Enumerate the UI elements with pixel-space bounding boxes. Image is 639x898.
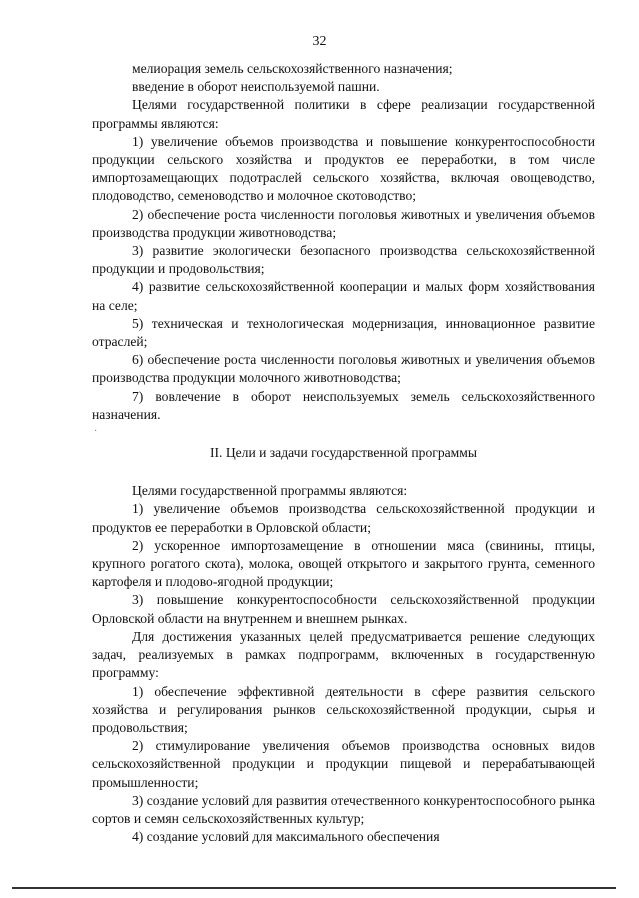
page-number: 32	[312, 34, 327, 49]
scan-artifact-dot: ·	[94, 426, 98, 437]
paragraph: 2) ускоренное импортозамещение в отношении мяса (свинины, птицы, крупного рогатого скота), молока, овощей открытого и закрытого грунта, семенного картофеля и плодово-ягодной продукции;	[92, 537, 595, 590]
paragraph: 6) обеспечение роста численности поголовья животных и увеличения объемов производства продукции молочного животноводства;	[92, 352, 595, 386]
paragraph: 1) увеличение объемов производства сельскохозяйственной продукции и продуктов ее переработки в Орловской области;	[92, 501, 595, 535]
paragraph: введение в оборот неиспользуемой пашни.	[132, 79, 380, 95]
paragraph: 1) обеспечение эффективной деятельности в сфере развития сельского хозяйства и регулирования рынков сельскохозяйственной продукции, сырья и продовольствия;	[92, 683, 595, 735]
paragraph: 2) обеспечение роста численности поголовья животных и увеличения объемов производства продукции животноводства;	[92, 206, 595, 240]
paragraph: 3) развитие экологически безопасного производства сельскохозяйственной продукции и продовольствия;	[92, 243, 595, 277]
paragraph: мелиорация земель сельскохозяйственного назначения;	[132, 61, 453, 76]
paragraph: Для достижения указанных целей предусматривается решение следующих задач, реализуемых в рамках подпрограмм, включенных в государственную программу:	[92, 628, 595, 681]
paragraph: Целями государственной политики в сфере реализации государственной программы являются:	[92, 97, 595, 131]
paragraph: 5) техническая и технологическая модернизация, инновационное развитие отраслей;	[92, 315, 595, 350]
paragraph: 3) повышение конкурентоспособности сельскохозяйственной продукции Орловской области на внутреннем и внешнем рынках.	[92, 592, 595, 626]
section-heading: II. Цели и задачи государственной программы	[209, 445, 478, 461]
paragraph: 3) создание условий для развития отечественного конкурентоспособного рынка сортов и семян сельскохозяйственных культур;	[92, 792, 595, 826]
paragraph: 4) развитие сельскохозяйственной кооперации и малых форм хозяйствования на селе;	[92, 279, 595, 313]
document-body	[92, 60, 595, 846]
paragraph: Целями государственной программы являются:	[132, 483, 408, 499]
paragraph: 7) вовлечение в оборот неиспользуемых земель сельскохозяйственного назначения.	[92, 388, 595, 422]
bottom-rule	[12, 887, 616, 889]
paragraph: 4) создание условий для максимального обеспечения	[132, 829, 440, 845]
paragraph: 1) увеличение объемов производства и повышение конкурентоспособности продукции сельского хозяйства и продуктов ее переработки, в том числе импортозамещающих подотраслей сельского хозяйства, включая овощеводство, плодоводство, семеноводство и молочное скотоводство;	[92, 133, 595, 204]
paragraph: 2) стимулирование увеличения объемов производства основных видов сельскохозяйственной продукции и продукции пищевой и перерабатывающей промышленности;	[92, 738, 595, 790]
